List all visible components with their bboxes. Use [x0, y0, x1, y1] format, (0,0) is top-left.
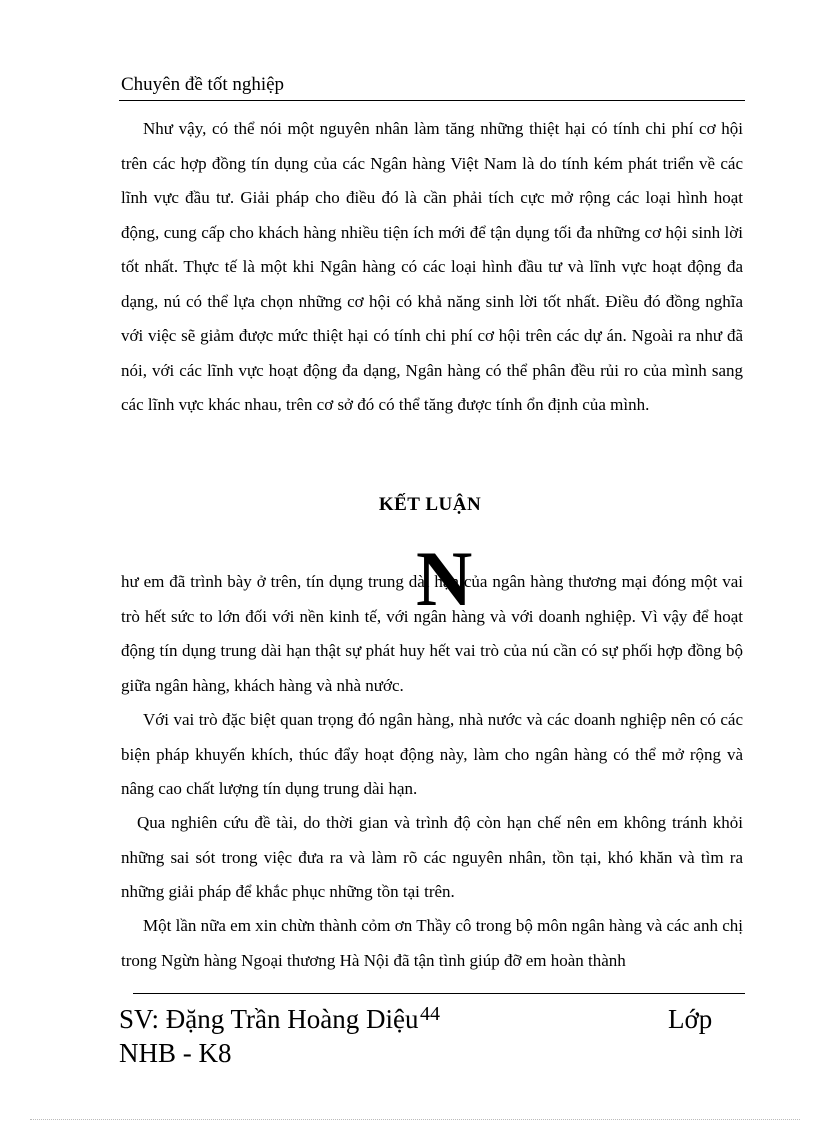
paragraph-1: Như vậy, có thể nói một nguyên nhân làm tăng những thiệt hại có tính chi phí cơ hội trên các hợp đồng tín dụng của các Ngân hàng Việt Nam là do tính kém phát triển về các lĩnh vực đầu tư. Giải pháp cho điều đó là cần phải tích cực mở rộng các loại hình hoạt động, cung cấp cho khách hàng nhiều tiện ích mới để tận dụng tối đa những cơ hội sinh lời tốt nhất. Thực tế là một khi Ngân hàng có các loại hình đầu tư và lĩnh vực hoạt động đa dạng, nú có thể lựa chọn những cơ hội có khả năng sinh lời tốt nhất. Điều đó đồng nghĩa với việc sẽ giảm được mức thiệt hại có tính chi phí cơ hội trên các dự án. Ngoài ra như đã nói, với các lĩnh vực hoạt động đa dạng, Ngân hàng có thể phân đều rủi ro của mình sang các lĩnh vực khác nhau, trên cơ sở đó có thể tăng được tính ổn định của mình.: [121, 119, 743, 414]
footer-student-name: SV: Đặng Trần Hoàng Diệu: [119, 1004, 419, 1034]
paragraph-4: Qua nghiên cứu đề tài, do thời gian và trình độ còn hạn chế nên em không tránh khỏi những sai sót trong việc đưa ra và làm rõ các nguyên nhân, tồn tại, khó khăn và tìm ra những giải pháp để khắc phục những tồn tại trên.: [121, 813, 743, 901]
drop-cap-letter: N: [416, 535, 473, 622]
page-number: 44: [420, 1003, 440, 1025]
page-bottom-border: [30, 1119, 800, 1120]
paragraph-5: Một lần nữa em xin chừn thành cỏm ơn Thầy cô trong bộ môn ngân hàng và các anh chị trong Ngừn hàng Ngoại thương Hà Nội đã tận tình giúp đỡ em hoàn thành: [121, 916, 743, 970]
footer-student-block: [119, 1002, 419, 1070]
footer-class-label: Lớp: [668, 1004, 713, 1034]
footer-class-name: NHB - K8: [119, 1038, 232, 1068]
paragraph-3: Với vai trò đặc biệt quan trọng đó ngân hàng, nhà nước và các doanh nghiệp nên có các biện pháp khuyến khích, thúc đẩy hoạt động này, làm cho ngân hàng có thể mở rộng và nâng cao chất lượng tín dụng trung dài hạn.: [121, 710, 743, 798]
header-divider: [119, 100, 745, 101]
footer-divider: [133, 993, 745, 994]
paragraph-2: hư em đã trình bày ở trên, tín dụng trung dài hạn của ngân hàng thương mại đóng một vai trò hết sức to lớn đối với nền kinh tế, với ngân hàng và với doanh nghiệp. Vì vậy để hoạt động tín dụng trung dài hạn thật sự phát huy hết vai trò của nú cần có sự phối hợp đồng bộ giữa ngân hàng, khách hàng và nhà nước.: [121, 572, 743, 695]
section-heading: KẾT LUẬN: [378, 494, 482, 515]
document-header-title: Chuyên đề tốt nghiệp: [121, 74, 285, 95]
